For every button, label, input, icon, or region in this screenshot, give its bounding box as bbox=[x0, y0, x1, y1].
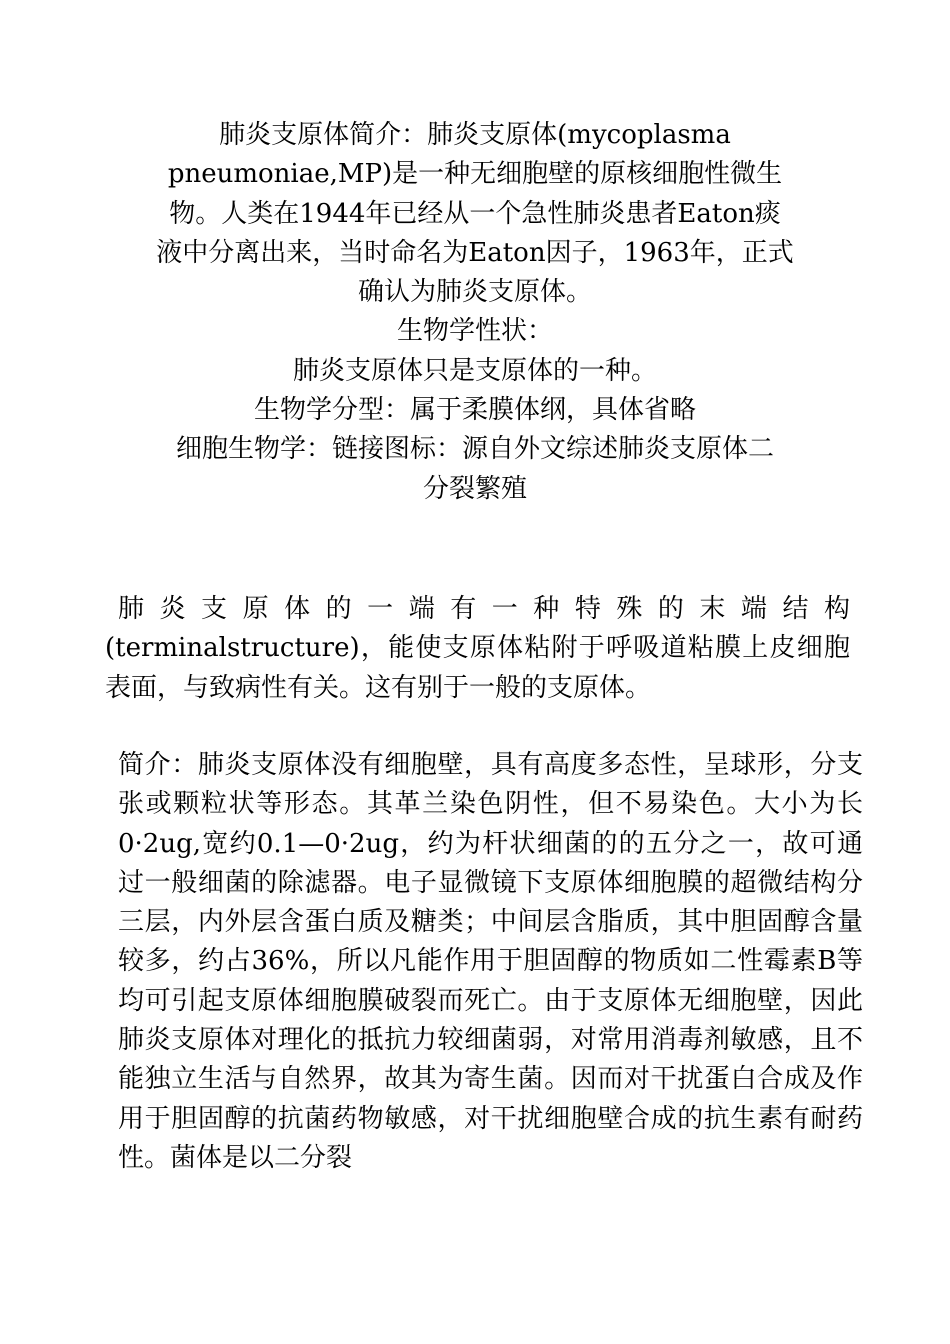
section-heading-biology: 生物学性状： bbox=[396, 316, 553, 347]
paragraph-rest: (terminalstructure)，能使支原体粘附于呼吸道粘膜上皮细胞表面，与致病性有关。这有别于一般的支原体。 bbox=[105, 633, 850, 703]
intro-line: pneumoniae,MP)是一种无细胞壁的原核细胞性微生 bbox=[167, 159, 783, 190]
intro-line: 确认为肺炎支原体。 bbox=[357, 277, 592, 308]
cell-biology-line: 分裂繁殖 bbox=[422, 473, 527, 504]
classification-line: 生物学分型：属于柔膜体纲，具体省略 bbox=[253, 395, 696, 426]
species-line: 肺炎支原体只是支原体的一种。 bbox=[292, 355, 657, 386]
cell-biology-line: 细胞生物学：链接图标：源自外文综述肺炎支原体二 bbox=[175, 434, 774, 465]
description-paragraph: 简介：肺炎支原体没有细胞壁，具有高度多态性，呈球形，分支张或颗粒状等形态。其革兰染色阴性，但不易染色。大小为长0·2ug,宽约0.1—0·2ug，约为杆状细菌的的五分之一，故可通过一般细菌的除滤器。电子显微镜下支原体细胞膜的超微结构分三层，内外层含蛋白质及糖类；中间层含脂质，其中胆固醇含量较多，约占36%，所以凡能作用于胆固醇的物质如二性霉素B等均可引起支原体细胞膜破裂而死亡。由于支原体无细胞壁，因此肺炎支原体对理化的抵抗力较细菌弱，对常用消毒剂敏感，且不能独立生活与自然界，故其为寄生菌。因而对干扰蛋白合成及作用于胆固醇的抗菌药物敏感，对干扰细胞壁合成的抗生素有耐药性。菌体是以二分裂 bbox=[118, 750, 863, 1173]
intro-section bbox=[105, 116, 845, 509]
intro-line: 液中分离出来，当时命名为Eaton因子，1963年，正式 bbox=[156, 237, 794, 268]
paragraph-first-line: 肺炎支原体的一端有一种特殊的末端结构 bbox=[118, 594, 850, 624]
terminal-structure-paragraph bbox=[105, 590, 850, 708]
intro-line: 物。人类在1944年已经从一个急性肺炎患者Eaton痰 bbox=[169, 198, 781, 229]
intro-line: 肺炎支原体简介：肺炎支原体(mycoplasma bbox=[219, 120, 731, 150]
